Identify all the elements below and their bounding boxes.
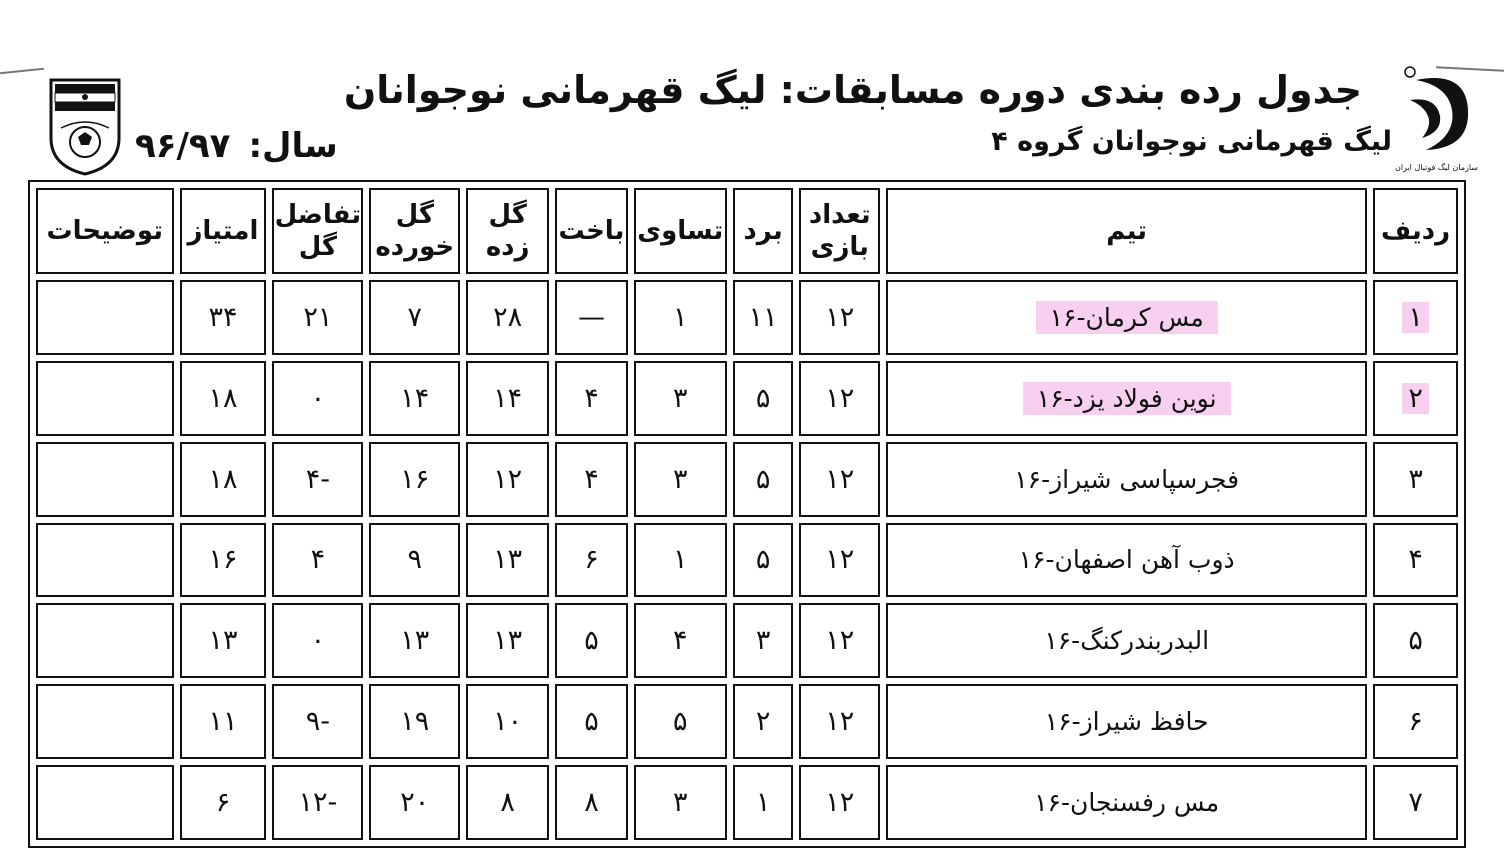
team-cell: مس رفسنجان-۱۶ <box>886 765 1367 840</box>
federation-logo <box>47 76 123 176</box>
lost-cell: ۴ <box>555 361 628 436</box>
gf-cell: ۱۲ <box>466 442 549 517</box>
ga-cell: ۱۴ <box>369 361 460 436</box>
col-team: تیم <box>886 188 1367 274</box>
gf-cell: ۱۴ <box>466 361 549 436</box>
won-cell: ۵ <box>733 361 794 436</box>
won-cell: ۱۱ <box>733 280 794 355</box>
played-cell: ۱۲ <box>799 442 880 517</box>
gf-cell: ۱۳ <box>466 603 549 678</box>
played-cell: ۱۲ <box>799 765 880 840</box>
table-row <box>36 280 1458 355</box>
standings-table <box>28 180 1466 848</box>
won-cell: ۱ <box>733 765 794 840</box>
ga-cell: ۱۳ <box>369 603 460 678</box>
won-cell: ۳ <box>733 603 794 678</box>
table-row <box>36 684 1458 759</box>
col-drawn: تساوی <box>634 188 727 274</box>
rank-cell: ۴ <box>1373 523 1458 598</box>
team-cell: مس کرمان-۱۶ <box>886 280 1367 355</box>
team-cell: ذوب آهن اصفهان-۱۶ <box>886 523 1367 598</box>
notes-cell <box>36 280 174 355</box>
lost-cell: ۸ <box>555 765 628 840</box>
notes-cell <box>36 603 174 678</box>
year-label: سال: <box>248 126 338 166</box>
table-row <box>36 603 1458 678</box>
drawn-cell: ۱ <box>634 280 727 355</box>
team-cell: البدربندرکنگ-۱۶ <box>886 603 1367 678</box>
team-cell: حافظ شیراز-۱۶ <box>886 684 1367 759</box>
drawn-cell: ۳ <box>634 765 727 840</box>
ga-cell: ۲۰ <box>369 765 460 840</box>
lost-cell: ۴ <box>555 442 628 517</box>
col-rank: ردیف <box>1373 188 1458 274</box>
col-goals-against: گل خورده <box>369 188 460 274</box>
col-played: تعداد بازی <box>799 188 880 274</box>
season-label <box>135 126 338 166</box>
league-logo-caption: سازمان لیگ فوتبال ایران <box>1394 163 1478 172</box>
gd-cell: ۲۱ <box>272 280 363 355</box>
played-cell: ۱۲ <box>799 523 880 598</box>
played-cell: ۱۲ <box>799 603 880 678</box>
won-cell: ۵ <box>733 442 794 517</box>
notes-cell <box>36 442 174 517</box>
table-row <box>36 361 1458 436</box>
league-logo <box>1396 60 1478 172</box>
pts-cell: ۱۳ <box>180 603 267 678</box>
year-value: ۹۶/۹۷ <box>135 126 231 166</box>
ga-cell: ۹ <box>369 523 460 598</box>
gf-cell: ۲۸ <box>466 280 549 355</box>
rank-cell: ۲ <box>1373 361 1458 436</box>
lost-cell: ۵ <box>555 684 628 759</box>
gd-cell: -۴ <box>272 442 363 517</box>
pts-cell: ۱۶ <box>180 523 267 598</box>
drawn-cell: ۴ <box>634 603 727 678</box>
pts-cell: ۱۱ <box>180 684 267 759</box>
notes-cell <box>36 361 174 436</box>
ga-cell: ۱۶ <box>369 442 460 517</box>
drawn-cell: ۳ <box>634 361 727 436</box>
won-cell: ۲ <box>733 684 794 759</box>
gd-cell: -۹ <box>272 684 363 759</box>
pts-cell: ۱۸ <box>180 361 267 436</box>
notes-cell <box>36 523 174 598</box>
lost-cell: — <box>555 280 628 355</box>
ga-cell: ۷ <box>369 280 460 355</box>
rank-cell: ۱ <box>1373 280 1458 355</box>
played-cell: ۱۲ <box>799 280 880 355</box>
page-title <box>343 66 1370 114</box>
gf-cell: ۸ <box>466 765 549 840</box>
team-cell: نوین فولاد یزد-۱۶ <box>886 361 1367 436</box>
table-row <box>36 523 1458 598</box>
col-won: برد <box>733 188 794 274</box>
pts-cell: ۱۸ <box>180 442 267 517</box>
group-subtitle: لیگ قهرمانی نوجوانان گروه ۴ <box>991 126 1392 157</box>
title-line: جدول رده بندی دوره مسابقات: لیگ قهرمانی نوجوانان <box>343 68 1362 112</box>
col-goals-for: گل زده <box>466 188 549 274</box>
col-goal-diff: تفاضل گل <box>272 188 363 274</box>
table-row <box>36 765 1458 840</box>
team-cell: فجرسپاسی شیراز-۱۶ <box>886 442 1367 517</box>
notes-cell <box>36 684 174 759</box>
rank-cell: ۷ <box>1373 765 1458 840</box>
gf-cell: ۱۰ <box>466 684 549 759</box>
gd-cell: ۰ <box>272 361 363 436</box>
played-cell: ۱۲ <box>799 361 880 436</box>
lost-cell: ۶ <box>555 523 628 598</box>
gf-cell: ۱۳ <box>466 523 549 598</box>
table-row <box>36 442 1458 517</box>
col-notes: توضیحات <box>36 188 174 274</box>
rank-cell: ۵ <box>1373 603 1458 678</box>
rank-cell: ۳ <box>1373 442 1458 517</box>
scan-mark-left <box>0 68 44 75</box>
drawn-cell: ۵ <box>634 684 727 759</box>
gd-cell: ۰ <box>272 603 363 678</box>
ga-cell: ۱۹ <box>369 684 460 759</box>
header-row <box>36 188 1458 274</box>
drawn-cell: ۳ <box>634 442 727 517</box>
notes-cell <box>36 765 174 840</box>
col-lost: باخت <box>555 188 628 274</box>
lost-cell: ۵ <box>555 603 628 678</box>
gd-cell: ۴ <box>272 523 363 598</box>
col-points: امتیاز <box>180 188 267 274</box>
drawn-cell: ۱ <box>634 523 727 598</box>
pts-cell: ۳۴ <box>180 280 267 355</box>
won-cell: ۵ <box>733 523 794 598</box>
played-cell: ۱۲ <box>799 684 880 759</box>
pts-cell: ۶ <box>180 765 267 840</box>
rank-cell: ۶ <box>1373 684 1458 759</box>
gd-cell: -۱۲ <box>272 765 363 840</box>
